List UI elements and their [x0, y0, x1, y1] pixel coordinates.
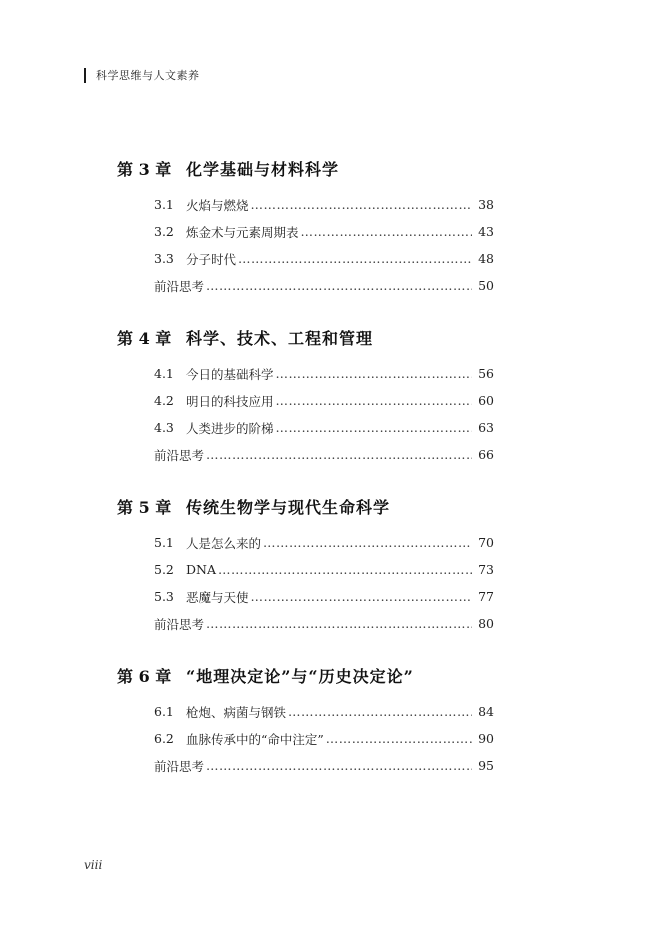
- toc-entry[interactable]: [154, 245, 494, 272]
- page-number: 38: [478, 197, 494, 212]
- chapter-title: 化学基础与材料科学: [186, 159, 340, 179]
- section-title: 人类进步的阶梯: [186, 420, 274, 436]
- section-number: 6.1: [154, 704, 174, 719]
- toc-entry-frontier[interactable]: [154, 610, 494, 637]
- dot-leader: [276, 366, 472, 381]
- page-number: 60: [478, 393, 494, 408]
- dot-leader: [206, 447, 472, 462]
- section-number: 6.2: [154, 731, 174, 746]
- running-head-rule: [84, 68, 86, 83]
- chapter-heading: [117, 325, 497, 349]
- chapter-section: [117, 325, 497, 468]
- section-title: DNA: [186, 562, 216, 577]
- page-number: 50: [478, 278, 494, 293]
- section-number: 4.3: [154, 420, 174, 435]
- chapter-number: 第 5 章: [117, 497, 172, 517]
- section-title: 今日的基础科学: [186, 366, 274, 382]
- toc-entry[interactable]: [154, 529, 494, 556]
- chapter-title: “地理决定论”与“历史决定论”: [186, 666, 414, 686]
- toc-entry[interactable]: [154, 360, 494, 387]
- section-number: 5.3: [154, 589, 174, 604]
- dot-leader: [263, 535, 472, 550]
- toc-entry[interactable]: [154, 218, 494, 245]
- section-title: 前沿思考: [154, 758, 205, 774]
- chapter-title: 传统生物学与现代生命科学: [186, 497, 391, 517]
- running-head: [84, 66, 200, 84]
- page-number: 48: [478, 251, 494, 266]
- page-number: 80: [478, 616, 494, 631]
- toc-entry-list: [154, 360, 494, 468]
- running-head-title: 科学思维与人文素养: [96, 69, 200, 82]
- chapter-number: 第 6 章: [117, 666, 172, 686]
- toc-entry[interactable]: [154, 725, 494, 752]
- section-number: 3.3: [154, 251, 174, 266]
- toc-entry-list: [154, 191, 494, 299]
- chapter-title: 科学、技术、工程和管理: [186, 328, 374, 348]
- dot-leader: [276, 420, 472, 435]
- page-number: 66: [478, 447, 494, 462]
- section-title: 火焰与燃烧: [186, 197, 249, 213]
- section-number: 5.1: [154, 535, 174, 550]
- toc-entry[interactable]: [154, 387, 494, 414]
- dot-leader: [301, 224, 472, 239]
- chapter-heading: [117, 156, 497, 180]
- page-number: 70: [478, 535, 494, 550]
- section-title: 恶魔与天使: [186, 589, 249, 605]
- toc-entry-list: [154, 698, 494, 779]
- toc-entry[interactable]: [154, 191, 494, 218]
- section-number: 3.2: [154, 224, 174, 239]
- section-title: 分子时代: [186, 251, 237, 267]
- dot-leader: [288, 704, 472, 719]
- toc-entry[interactable]: [154, 583, 494, 610]
- page-number: 73: [478, 562, 494, 577]
- chapter-section: [117, 663, 497, 779]
- section-title: 人是怎么来的: [186, 535, 262, 551]
- toc-entry-frontier[interactable]: [154, 752, 494, 779]
- section-title: 枪炮、病菌与钢铁: [186, 704, 287, 720]
- page-number: 95: [478, 758, 494, 773]
- page-number: 77: [478, 589, 494, 604]
- chapter-number: 第 4 章: [117, 328, 172, 348]
- toc-entry-list: [154, 529, 494, 637]
- dot-leader: [251, 589, 472, 604]
- section-number: 3.1: [154, 197, 174, 212]
- page-number: 90: [478, 731, 494, 746]
- section-title: 前沿思考: [154, 447, 205, 463]
- dot-leader: [206, 758, 472, 773]
- toc-entry[interactable]: [154, 414, 494, 441]
- dot-leader: [218, 562, 472, 577]
- page-number: 56: [478, 366, 494, 381]
- page-number: 43: [478, 224, 494, 239]
- page-folio: viii: [84, 858, 103, 872]
- chapter-number: 第 3 章: [117, 159, 172, 179]
- section-title: 明日的科技应用: [186, 393, 274, 409]
- dot-leader: [238, 251, 472, 266]
- page-number: 84: [478, 704, 494, 719]
- toc-entry-frontier[interactable]: [154, 272, 494, 299]
- chapter-heading: [117, 494, 497, 518]
- dot-leader: [276, 393, 472, 408]
- section-number: 4.2: [154, 393, 174, 408]
- toc-entry[interactable]: [154, 698, 494, 725]
- section-title: 血脉传承中的“命中注定”: [186, 731, 324, 747]
- dot-leader: [206, 616, 472, 631]
- dot-leader: [251, 197, 472, 212]
- chapter-section: [117, 494, 497, 637]
- dot-leader: [206, 278, 472, 293]
- chapter-section: [117, 156, 497, 299]
- section-title: 前沿思考: [154, 278, 205, 294]
- section-number: 5.2: [154, 562, 174, 577]
- toc-entry[interactable]: [154, 556, 494, 583]
- dot-leader: [326, 731, 472, 746]
- section-title: 前沿思考: [154, 616, 205, 632]
- section-title: 炼金术与元素周期表: [186, 224, 299, 240]
- toc-entry-frontier[interactable]: [154, 441, 494, 468]
- section-number: 4.1: [154, 366, 174, 381]
- page-number: 63: [478, 420, 494, 435]
- chapter-heading: [117, 663, 497, 687]
